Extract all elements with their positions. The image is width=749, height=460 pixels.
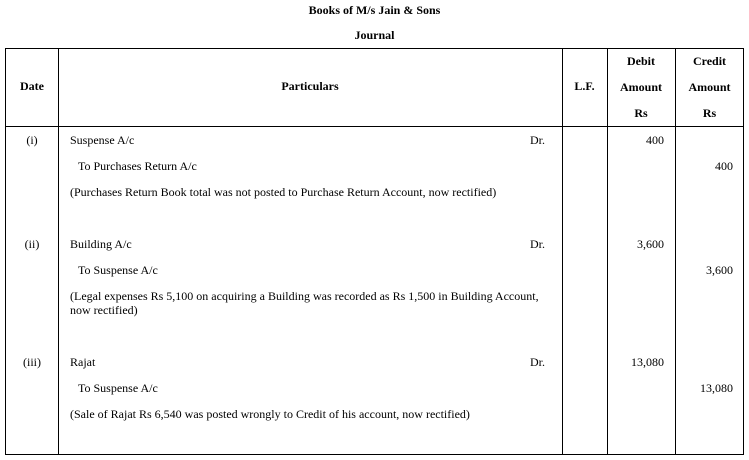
entry-narration: (Legal expenses Rs 5,100 on acquiring a Building was recorded as Rs 1,500 in Building Account,: [70, 289, 539, 303]
entry-credit-amount: 400: [715, 159, 733, 173]
entry-credit-account: To Suspense A/c: [78, 263, 158, 277]
entry-dr-label: Dr.: [530, 355, 545, 369]
entry-dr-label: Dr.: [530, 133, 545, 147]
entry-narration: (Sale of Rajat Rs 6,540 was posted wrongly to Credit of his account, now rectified): [70, 407, 470, 421]
header-debit-line3: Rs: [634, 106, 648, 120]
entry-dr-label: Dr.: [530, 237, 545, 251]
col-divider-particulars: [562, 49, 563, 454]
journal-table: [5, 48, 744, 455]
col-divider-date: [58, 49, 59, 454]
entry-narration-continued: now rectified): [70, 303, 138, 317]
header-debit-line2: Amount: [619, 80, 662, 94]
entry-debit-amount: 3,600: [637, 237, 664, 251]
header-debit-line1: Debit: [627, 54, 655, 68]
firm-title: Books of M/s Jain & Sons: [308, 3, 441, 17]
header-credit-line3: Rs: [702, 106, 717, 120]
header-credit-line1: Credit: [692, 54, 727, 68]
entry-date: (i): [26, 133, 38, 147]
entry-debit-amount: 400: [646, 133, 664, 147]
entry-credit-account: To Suspense A/c: [78, 381, 158, 395]
entry-debit-account: Rajat: [70, 355, 96, 369]
header-particulars: Particulars: [281, 79, 339, 93]
book-title: Journal: [354, 28, 395, 42]
entry-debit-account: Suspense A/c: [70, 133, 135, 147]
entry-debit-amount: 13,080: [631, 355, 664, 369]
entry-credit-amount: 3,600: [706, 263, 733, 277]
entry-credit-account: To Purchases Return A/c: [78, 159, 197, 173]
entry-debit-account: Building A/c: [70, 237, 132, 251]
entry-narration: (Purchases Return Book total was not posted to Purchase Return Account, now rectified): [70, 185, 497, 199]
header-credit-line2: Amount: [688, 80, 731, 94]
header-lf: L.F.: [574, 79, 595, 93]
entry-credit-amount: 13,080: [700, 381, 733, 395]
entry-date: (ii): [24, 237, 40, 251]
header-date: Date: [20, 79, 44, 93]
entry-date: (iii): [23, 355, 41, 369]
header-divider: [6, 126, 743, 127]
